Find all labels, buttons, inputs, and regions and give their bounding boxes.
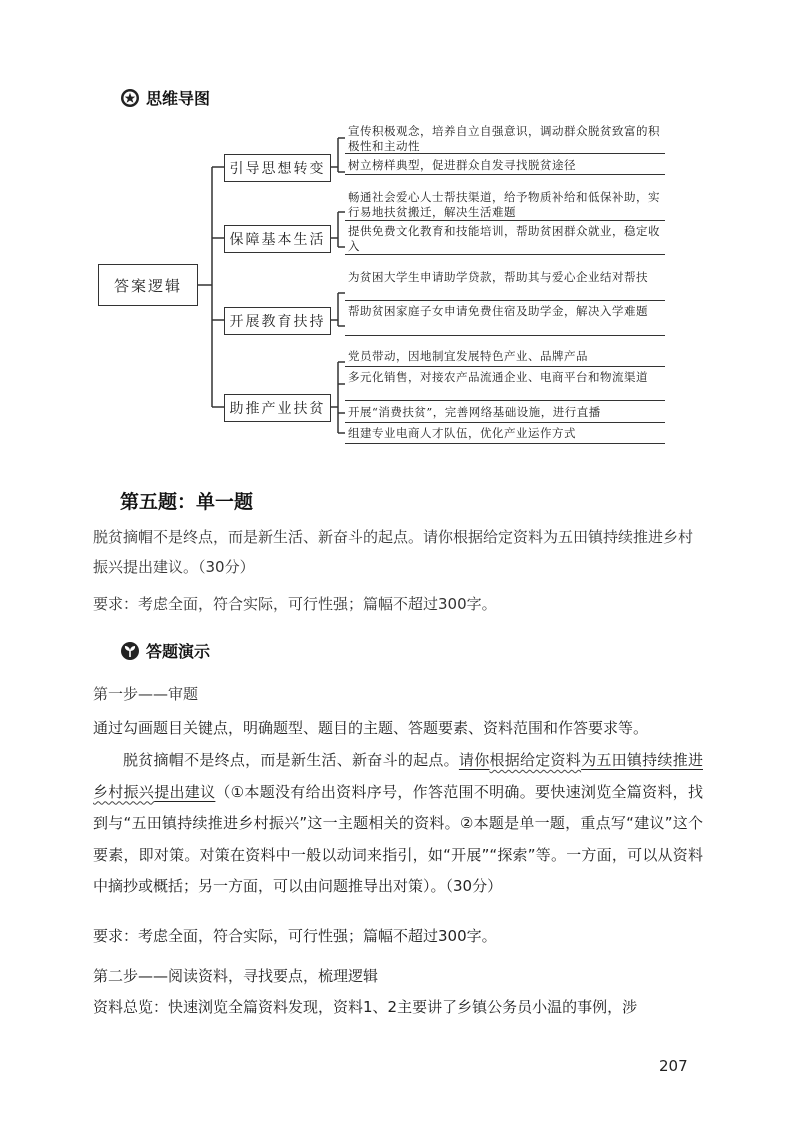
mindmap-leaf: 宣传积极观念，培养自立自强意识，调动群众脱贫致富的积极性和主动性 <box>348 124 660 153</box>
quote-underlined: 为五田镇持续推进 <box>581 751 703 769</box>
page-number: 207 <box>659 1057 688 1075</box>
overview-text: 资料总览：快速浏览全篇资料发现，资料1、2主要讲了乡镇公务员小温的事例，涉 <box>93 998 638 1016</box>
leaf-underline <box>345 400 665 401</box>
question-title: 第五题：单一题 <box>120 491 254 513</box>
leaf-underline <box>345 422 665 423</box>
leaf-underline <box>345 220 665 221</box>
branch-label: 助推产业扶贫 <box>229 401 326 417</box>
demo-requirement: 要求：考虑全面，符合实际，可行性强；篇幅不超过300字。 <box>93 927 497 945</box>
leaf-underline <box>345 366 665 367</box>
quote-underlined: 请你 <box>458 751 490 769</box>
mindmap-branch-box <box>224 307 331 335</box>
quote-text: 脱贫摘帽不是终点，而是新生活、新奋斗的起点。 <box>123 751 459 769</box>
demo-section-header <box>120 639 210 662</box>
mindmap-leaf: 党员带动，因地制宜发展特色产业、品牌产品 <box>348 349 588 363</box>
mindmap-root-label: 答案逻辑 <box>113 276 182 295</box>
quote-underlined: 提出建议 <box>154 782 216 801</box>
branch-label: 开展教育扶持 <box>229 314 326 330</box>
leaf-underline <box>345 174 665 175</box>
step1-intro: 通过勾画题目关键点，明确题型、题目的主题、答题要素、资料范围和作答要求等。 <box>93 719 649 737</box>
leaf-underline <box>345 300 665 301</box>
mindmap-header-text: 思维导图 <box>146 89 211 108</box>
mindmap-leaf: 树立榜样典型，促进群众自发寻找脱贫途径 <box>348 158 576 172</box>
step2-title: 第二步——阅读资料，寻找要点，梳理逻辑 <box>93 967 379 985</box>
leaf-underline <box>345 443 665 444</box>
step1-title: 第一步——审题 <box>93 685 199 703</box>
leaf-underline <box>345 153 665 154</box>
quote-wavy: 根据给定资料 <box>489 751 582 769</box>
mindmap-leaf: 组建专业电商人才队伍，优化产业运作方式 <box>348 426 576 440</box>
mindmap-leaf: 畅通社会爱心人士帮扶渠道，给予物质补给和低保补助，实行易地扶贫搬迁，解决生活难题 <box>348 190 660 219</box>
sprout-icon <box>120 641 140 661</box>
mindmap-leaf: 多元化销售，对接农产品流通企业、电商平台和物流渠道 <box>348 370 648 384</box>
branch-label: 保障基本生活 <box>229 232 326 248</box>
mindmap-leaf: 开展“消费扶贫”，完善网络基础设施，进行直播 <box>348 405 601 419</box>
mindmap-branch-box <box>224 225 331 253</box>
leaf-underline <box>345 254 665 255</box>
mindmap-leaf: 为贫困大学生申请助学贷款，帮助其与爱心企业结对帮扶 <box>348 270 648 284</box>
quote-wavy: 乡村振兴 <box>93 782 155 801</box>
leaf-underline <box>345 335 665 336</box>
question-requirement: 要求：考虑全面，符合实际，可行性强；篇幅不超过300字。 <box>93 595 497 613</box>
mindmap-branch-box <box>224 394 331 422</box>
analysis-text: （①本题没有给出资料序号，作答范围不明确。要快速浏览全篇资料，找到与“五田镇持续推进乡村振兴”这一主题相关的资料。②本题是单一题，重点写“建议”这个要素，即对策。对策在资料中一般以动词来指引，如“开展”“探索”等。一方面，可以从资料中摘抄或概括；另一方面，可以由问题推导出对策）。（30分） <box>93 782 703 895</box>
step1-analysis <box>93 745 703 903</box>
mindmap-branch-box <box>224 154 331 182</box>
mindmap-leaf: 帮助贫困家庭子女申请免费住宿及助学金，解决入学难题 <box>348 304 648 318</box>
mindmap-root-box <box>98 264 198 306</box>
mindmap-leaf: 提供免费文化教育和技能培训，帮助贫困群众就业，稳定收入 <box>348 224 660 253</box>
branch-label: 引导思想转变 <box>229 161 326 177</box>
question-body: 脱贫摘帽不是终点，而是新生活、新奋斗的起点。请你根据给定资料为五田镇持续推进乡村振兴提出建议。（30分） <box>93 528 694 576</box>
demo-header-text: 答题演示 <box>146 642 211 661</box>
